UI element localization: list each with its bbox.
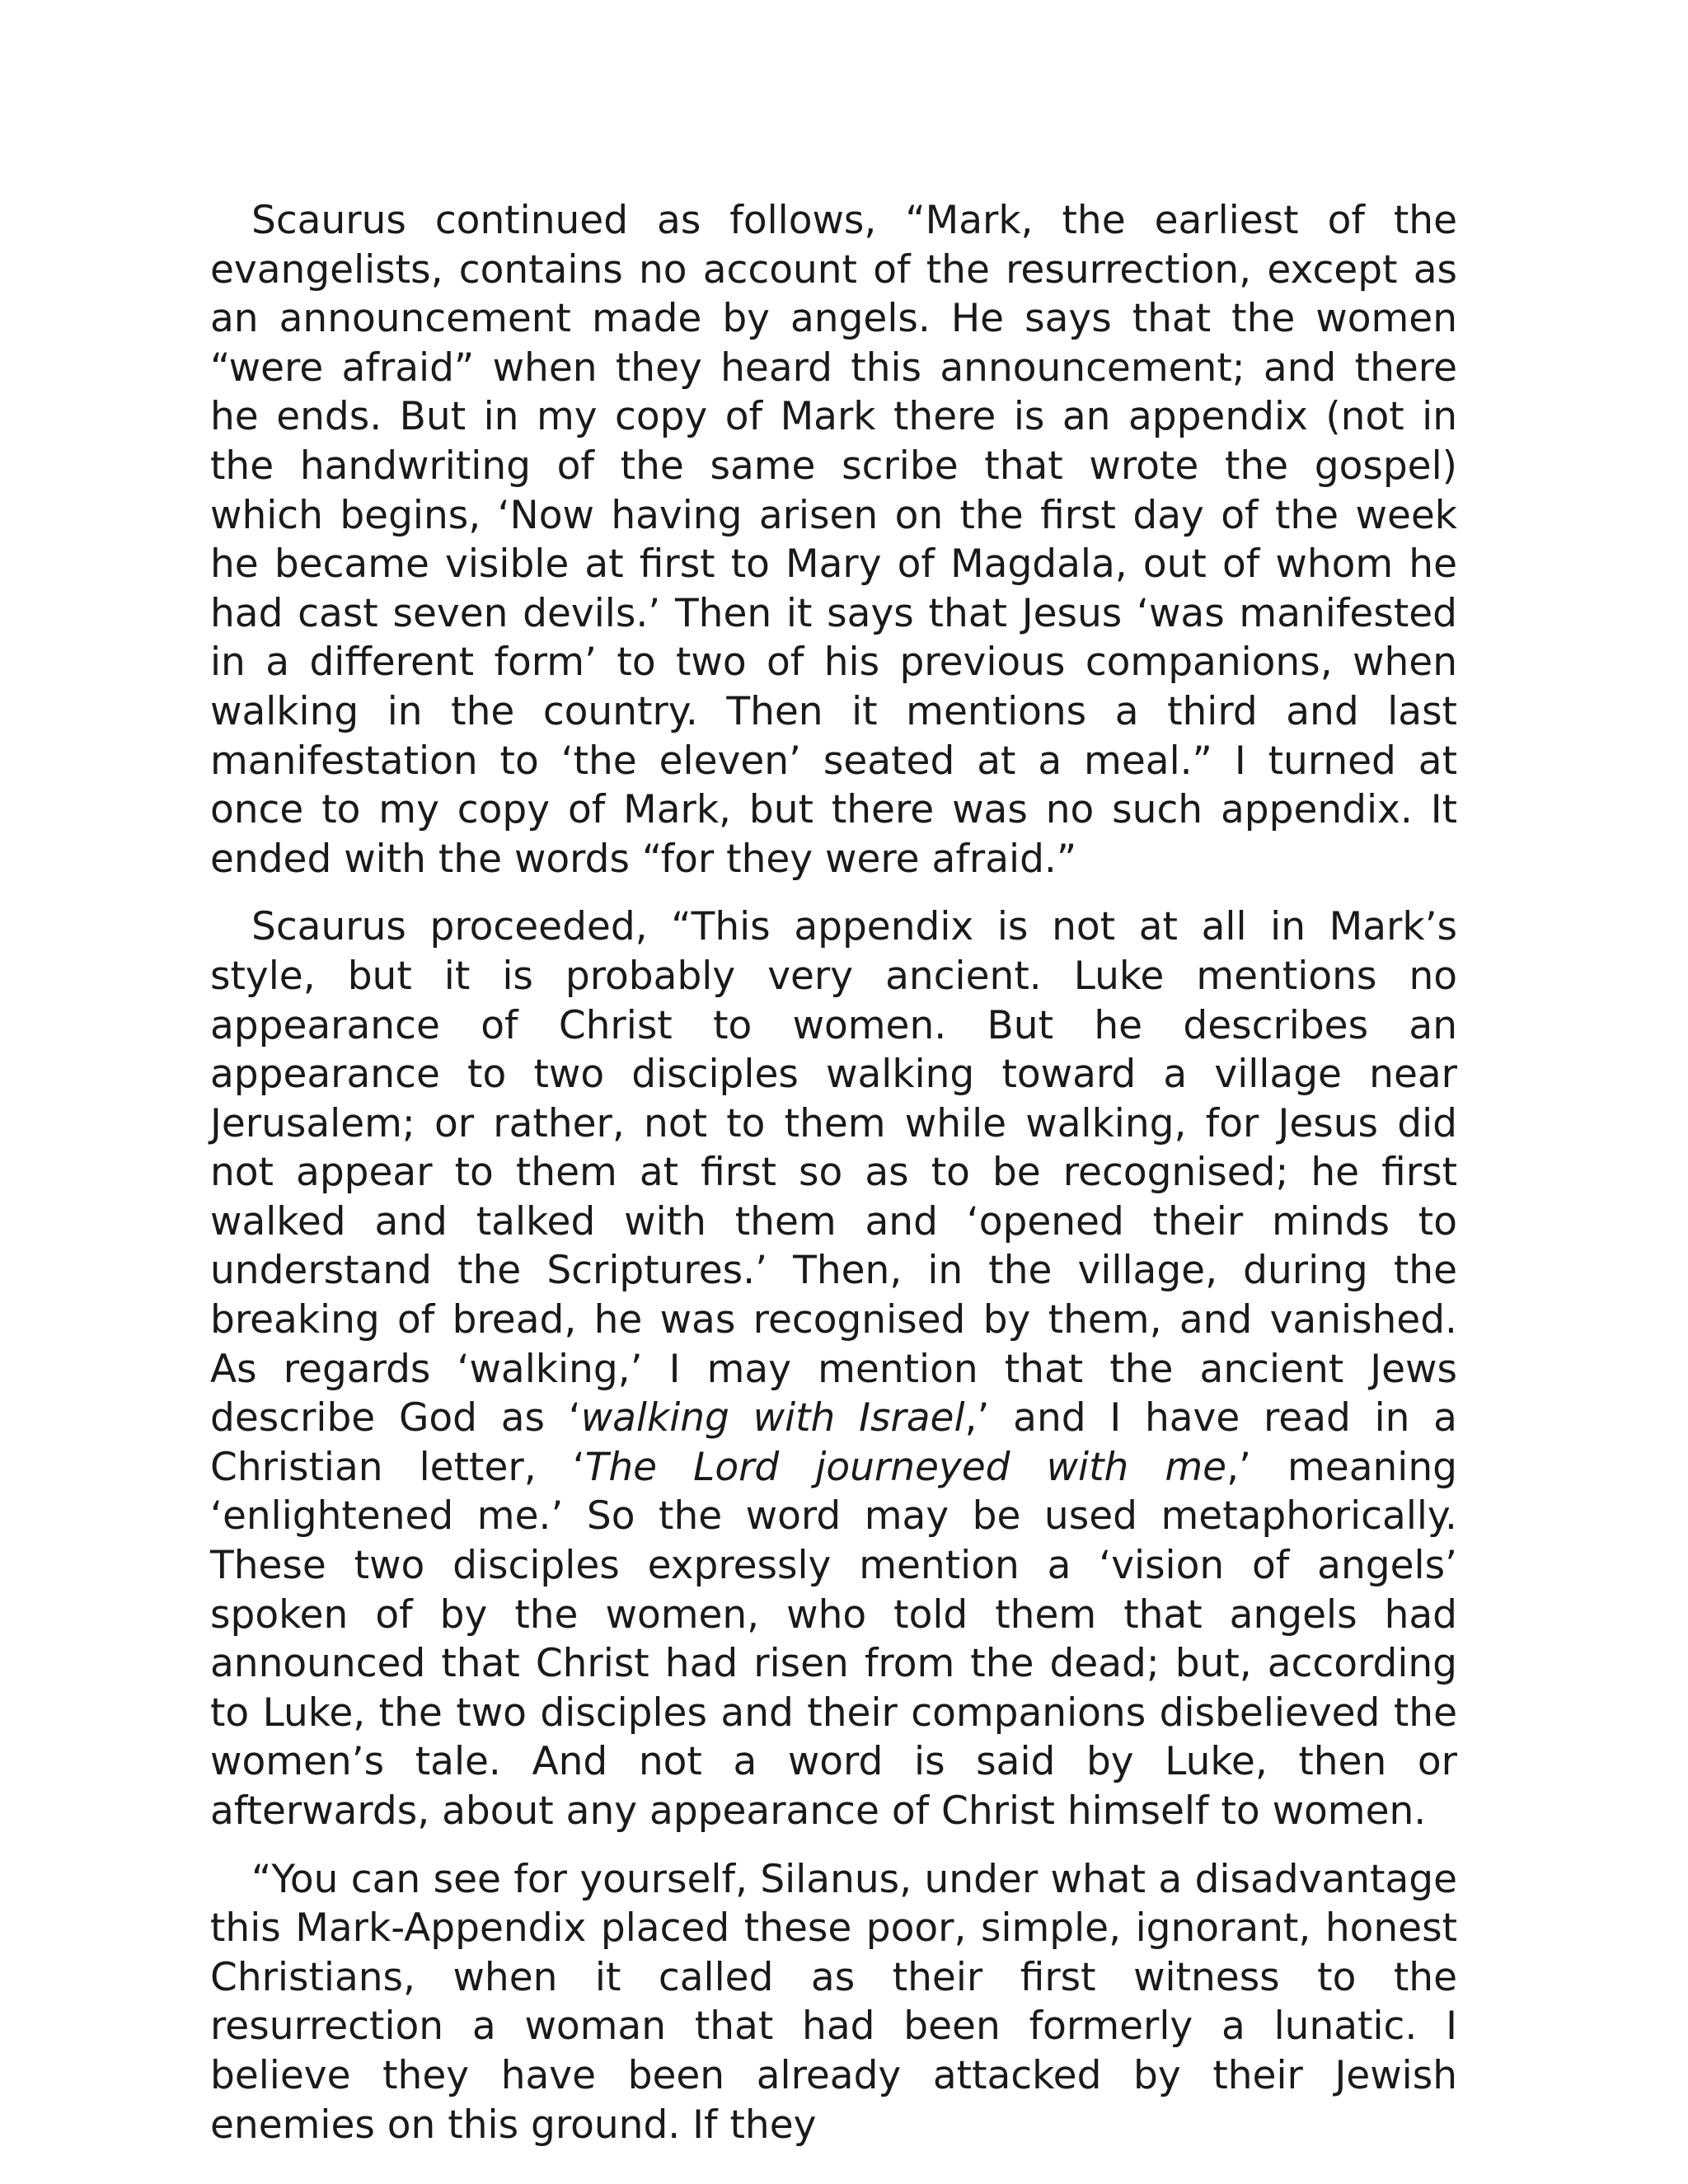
paragraph: Scaurus continued as follows, “Mark, the earliest of the evangelists, contains no account of the resurrection, except as an announcement made by angels. He says that the women “were afraid” when they heard this announcement; and there he ends. But in my copy of Mark there is an appendix (not in the handwriting of the same scribe that wrote the gospel) which begins, ‘Now having arisen on the first day of the week he became visible at first to Mary of Magdala, out of whom he had cast seven devils.’ Then it says that Jesus ‘was manifested in a different form’ to two of his previous companions, when walking in the country. Then it mentions a third and last manifestation to ‘the eleven’ seated at a meal.” I turned at once to my copy of Mark, but there was no such appendix. It ended with the words “for they were afraid.”: [210, 198, 1457, 882]
paragraph-text: ,’ meaning ‘enlightened me.’ So the word may be used metaphorically. These two disciples expressly mention a ‘vision of angels’ spoken of by the women, who told them that angels had announced that Christ had risen from the dead; but, according to Luke, the two disciples and their companions disbelieved the women’s tale. And not a word is said by Luke, then or afterwards, about any appearance of Christ himself to women.: [210, 1444, 1457, 1834]
italic-quote: walking with Israel: [580, 1395, 965, 1441]
paragraph: “You can see for yourself, Silanus, under what a disadvantage this Mark-Appendix placed these poor, simple, ignorant, honest Christians, when it called as their first witness to the resurrection a woman that had been formerly a lunatic. I believe they have been already attacked by their Jewish enemies on this ground. If they: [210, 1856, 1457, 2148]
italic-quote: The Lord journeyed with me: [584, 1444, 1227, 1490]
page-body: [210, 196, 1457, 2149]
paragraph: [210, 902, 1457, 1835]
paragraph-text: ,’ and I have read in a Christian letter, ‘: [210, 1395, 1457, 1490]
paragraph-text: Scaurus proceeded, “This appendix is not at all in Mark’s style, but it is probably very ancient. Luke mentions no appearance of Christ to women. But he describes an appearance to two disciples walking toward a village near Jerusalem; or rather, not to them while walking, for Jesus did not appear to them at first so as to be recognised; he first walked and talked with them and ‘opened their minds to understand the Scriptures.’ Then, in the village, during the breaking of bread, he was recognised by them, and vanished. As regards ‘walking,’ I may mention that the ancient Jews describe God as ‘: [210, 904, 1457, 1441]
